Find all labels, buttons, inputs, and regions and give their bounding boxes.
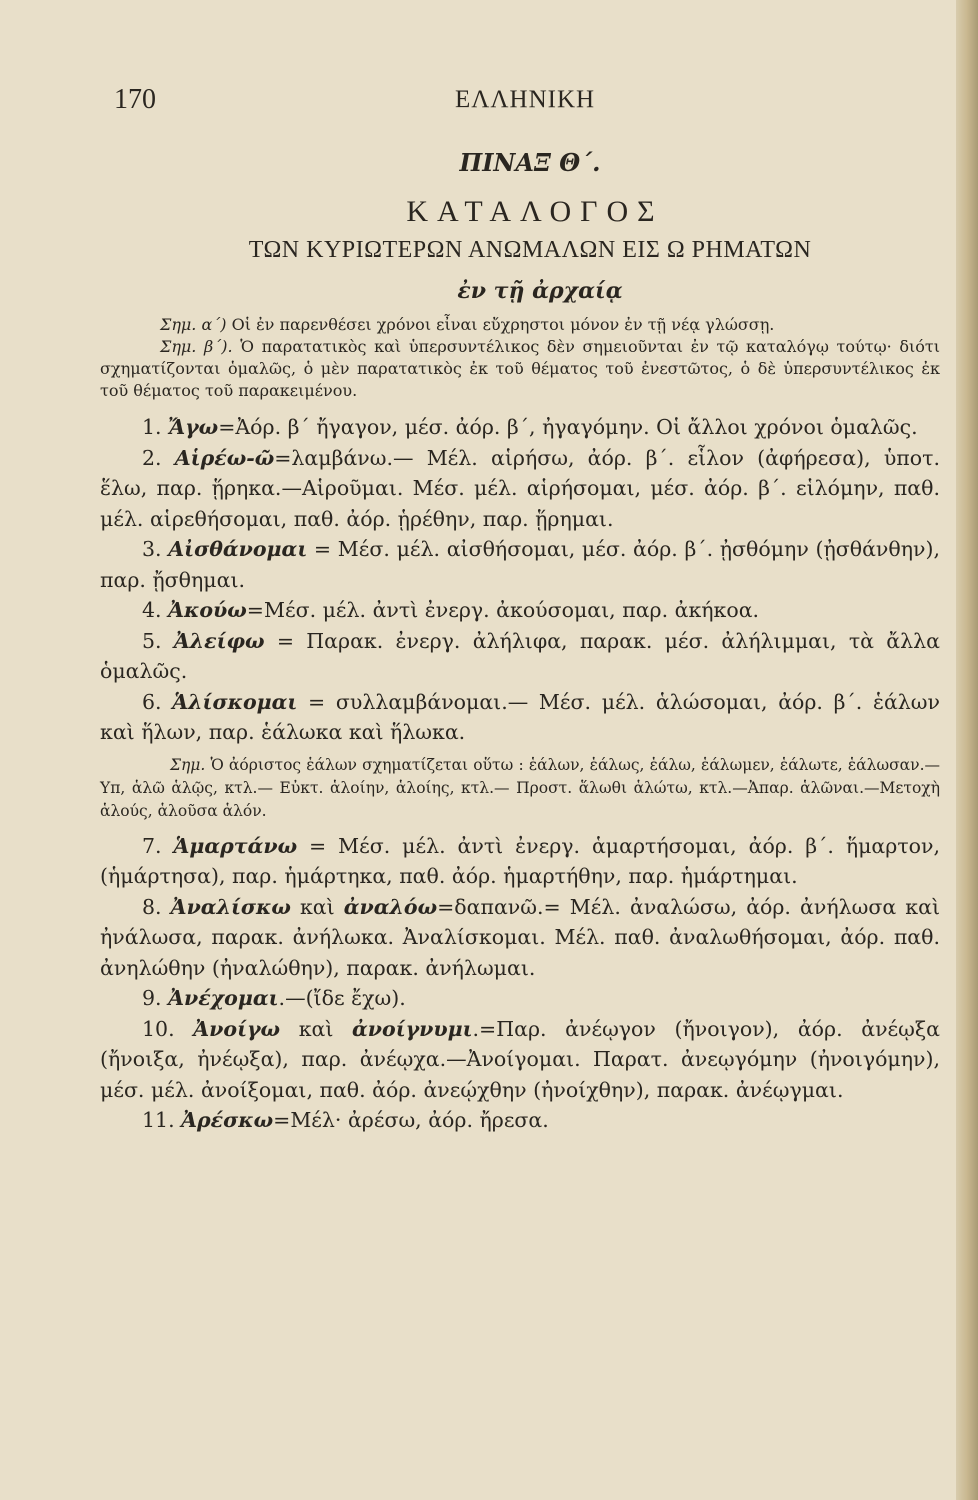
entry-text: =Μέλ· ἀρέσω, ἀόρ. ἤρεσα.: [273, 1108, 549, 1132]
note-text: Οἱ ἐν παρενθέσει χρόνοι εἶναι εὔχρηστοι μόνον ἐν τῇ νέᾳ γλώσσῃ.: [231, 315, 775, 334]
entry-headword: Ἀνέχομαι: [168, 986, 279, 1010]
entry-headword: Αἰσθάνομαι: [168, 537, 308, 561]
entry-connector: καὶ: [280, 1016, 353, 1041]
entry-number: 11.: [142, 1108, 175, 1132]
verb-entries: [100, 412, 940, 1136]
note-label: Σημ. α΄): [160, 315, 227, 334]
entry-headword: Ἀναλίσκω: [170, 894, 291, 919]
entry-connector: καὶ: [290, 894, 344, 919]
page-edge: [956, 0, 978, 1500]
entry-headword: Ἀρέσκω: [181, 1108, 274, 1132]
page-number: 170: [114, 84, 156, 115]
entry-headword: Ἄγω: [168, 415, 219, 439]
entry-text: =λαμβάνω.— Μέλ. αἱρήσω, ἀόρ. β΄. εἷλον (ἀφήρεσα), ὑποτ. ἕλω, παρ. ᾕρηκα.—Αἱροῦμαι. Μέσ. μέλ. αἱρήσομαι, μέσ. ἀόρ. β΄. εἱλόμην, παθ. μέλ. αἱρεθήσομαι, παθ. ἀόρ. ᾑρέθην, παρ. ᾕρημαι.: [100, 445, 940, 531]
table-title: ΠΙΝΑΞ Θ΄.: [459, 148, 601, 177]
entry-text: =Μέσ. μέλ. ἀντὶ ἐνεργ. ἀκούσομαι, παρ. ἀκήκοα.: [246, 598, 760, 622]
entry-number: 7.: [142, 833, 162, 858]
entry-text: = συλλαμβάνομαι.— Μέσ. μέλ. ἁλώσομαι, ἀόρ. β΄. ἑάλων καὶ ἥλων, παρ. ἑάλωκα καὶ ἥλωκα.: [100, 689, 940, 744]
entry-number: 4.: [142, 598, 162, 622]
note-text: Ὁ παρατατικὸς καὶ ὑπερσυντέλικος δὲν σημειοῦνται ἐν τῷ καταλόγῳ τούτῳ· διότι σχηματίζονται ὁμαλῶς, ὁ μὲν παρατατικὸς ἐκ τοῦ θέματος τοῦ ἐνεστῶτος, ὁ δὲ ὑπερσυντέλικος ἐκ τοῦ θέματος τοῦ παρακειμένου.: [100, 337, 940, 400]
entry-text: =Ἀόρ. β΄ ἤγαγον, μέσ. ἀόρ. β΄, ἠγαγόμην. Οἱ ἄλλοι χρόνοι ὁμαλῶς.: [218, 415, 918, 439]
entry-headword: Ἀκούω: [168, 598, 247, 622]
entry-number: 3.: [142, 537, 162, 561]
note-text: Ὁ ἀόριστος ἑάλων σχηματίζεται οὕτω : ἑάλων, ἑάλως, ἑάλω, ἑάλωμεν, ἑάλωτε, ἑάλωσαν.— Υπ, ἁλῶ ἁλῷς, κτλ.— Εὐκτ. ἁλοίην, ἁλοίης, κτλ.— Προστ. ἅλωθι ἁλώτω, κτλ.—Ἀπαρ. ἁλῶναι.—Μετοχὴ ἁλούς, ἁλοῦσα ἁλόν.: [100, 755, 940, 820]
entry-10: [100, 1014, 940, 1106]
entry-7: [100, 831, 940, 892]
entry-number: 1.: [142, 415, 162, 439]
catalog-subtitle: ΤΩΝ ΚΥΡΙΩΤΕΡΩΝ ΑΝΩΜΑΛΩΝ ΕΙΣ Ω ΡΗΜΑΤΩΝ: [248, 237, 812, 263]
entry-9: [100, 983, 940, 1014]
catalog-title: ΚΑΤΑΛΟΓΟΣ: [406, 195, 664, 228]
archaic-subheading: ἐν τῇ ἀρχαίᾳ: [457, 278, 623, 304]
entry-number: 2.: [142, 445, 162, 470]
note-b: [100, 336, 940, 402]
entry-text: =δαπανῶ.= Μέλ. ἀναλώσω, ἀόρ. ἀνήλωσα καὶ ἠνάλωσα, παρακ. ἀνήλωκα. Ἀναλίσκομαι. Μέλ. παθ. ἀναλωθήσομαι, ἀόρ. παθ. ἀνηλώθην (ἠναλώθην), παρακ. ἀνήλωμαι.: [100, 894, 940, 980]
entry-number: 8.: [142, 894, 162, 919]
entry-number: 10.: [142, 1016, 175, 1041]
entry-8: [100, 892, 940, 984]
note-a: [100, 314, 940, 336]
page-header: [100, 70, 940, 118]
note-label: Σημ.: [170, 755, 206, 774]
entry-headword: Ἀλείφω: [173, 628, 265, 653]
running-title: ΕΛΛΗΝΙΚΗ: [455, 86, 596, 113]
entry-3: [100, 534, 940, 595]
note-label: Σημ. β΄).: [160, 337, 233, 356]
sub-note: [100, 754, 940, 823]
entry-headword-alt: ἀνοίγνυμι: [352, 1016, 473, 1041]
entry-text: .—(ἴδε ἔχω).: [278, 986, 406, 1010]
book-page: [100, 70, 940, 1136]
entry-text: .=Παρ. ἀνέῳγον (ἤνοιγον), ἀόρ. ἀνέῳξα (ἤνοιξα, ἠνέῳξα), παρ. ἀνέῳχα.—Ἀνοίγομαι. Παρατ. ἀνεῳγόμην (ἠνοιγόμην), μέσ. μέλ. ἀνοίξομαι, παθ. ἀόρ. ἀνεῴχθην (ἠνοίχθην), παρακ. ἀνέῳγμαι.: [100, 1016, 940, 1102]
entry-1: [100, 412, 940, 443]
entry-headword: Ἁμαρτάνω: [173, 833, 298, 858]
entry-headword: Αἱρέω-ῶ: [174, 445, 275, 470]
entry-5: [100, 626, 940, 687]
entry-number: 9.: [142, 986, 162, 1010]
entry-headword-alt: ἀναλόω: [343, 894, 438, 919]
entry-text: = Παρακ. ἐνεργ. ἀλήλιφα, παρακ. μέσ. ἀλήλιμμαι, τὰ ἄλλα ὁμαλῶς.: [100, 628, 940, 683]
entry-headword: Ἀνοίγω: [193, 1016, 281, 1041]
entry-4: [100, 595, 940, 626]
entry-number: 6.: [142, 689, 162, 714]
entry-11: [100, 1105, 940, 1136]
entry-headword: Ἁλίσκομαι: [172, 689, 298, 714]
entry-number: 5.: [142, 628, 162, 653]
entry-2: [100, 443, 940, 535]
entry-text: = Μέσ. μέλ. ἀντὶ ἐνεργ. ἁμαρτήσομαι, ἀόρ. β΄. ἥμαρτον, (ἡμάρτησα), παρ. ἡμάρτηκα, παθ. ἀόρ. ἡμαρτήθην, παρ. ἡμάρτημαι.: [100, 833, 940, 888]
notes-block: [100, 314, 940, 402]
entry-text: = Μέσ. μέλ. αἰσθήσομαι, μέσ. ἀόρ. β΄. ᾐσθόμην (ᾐσθάνθην), παρ. ᾔσθημαι.: [100, 537, 940, 592]
entry-6: [100, 687, 940, 748]
